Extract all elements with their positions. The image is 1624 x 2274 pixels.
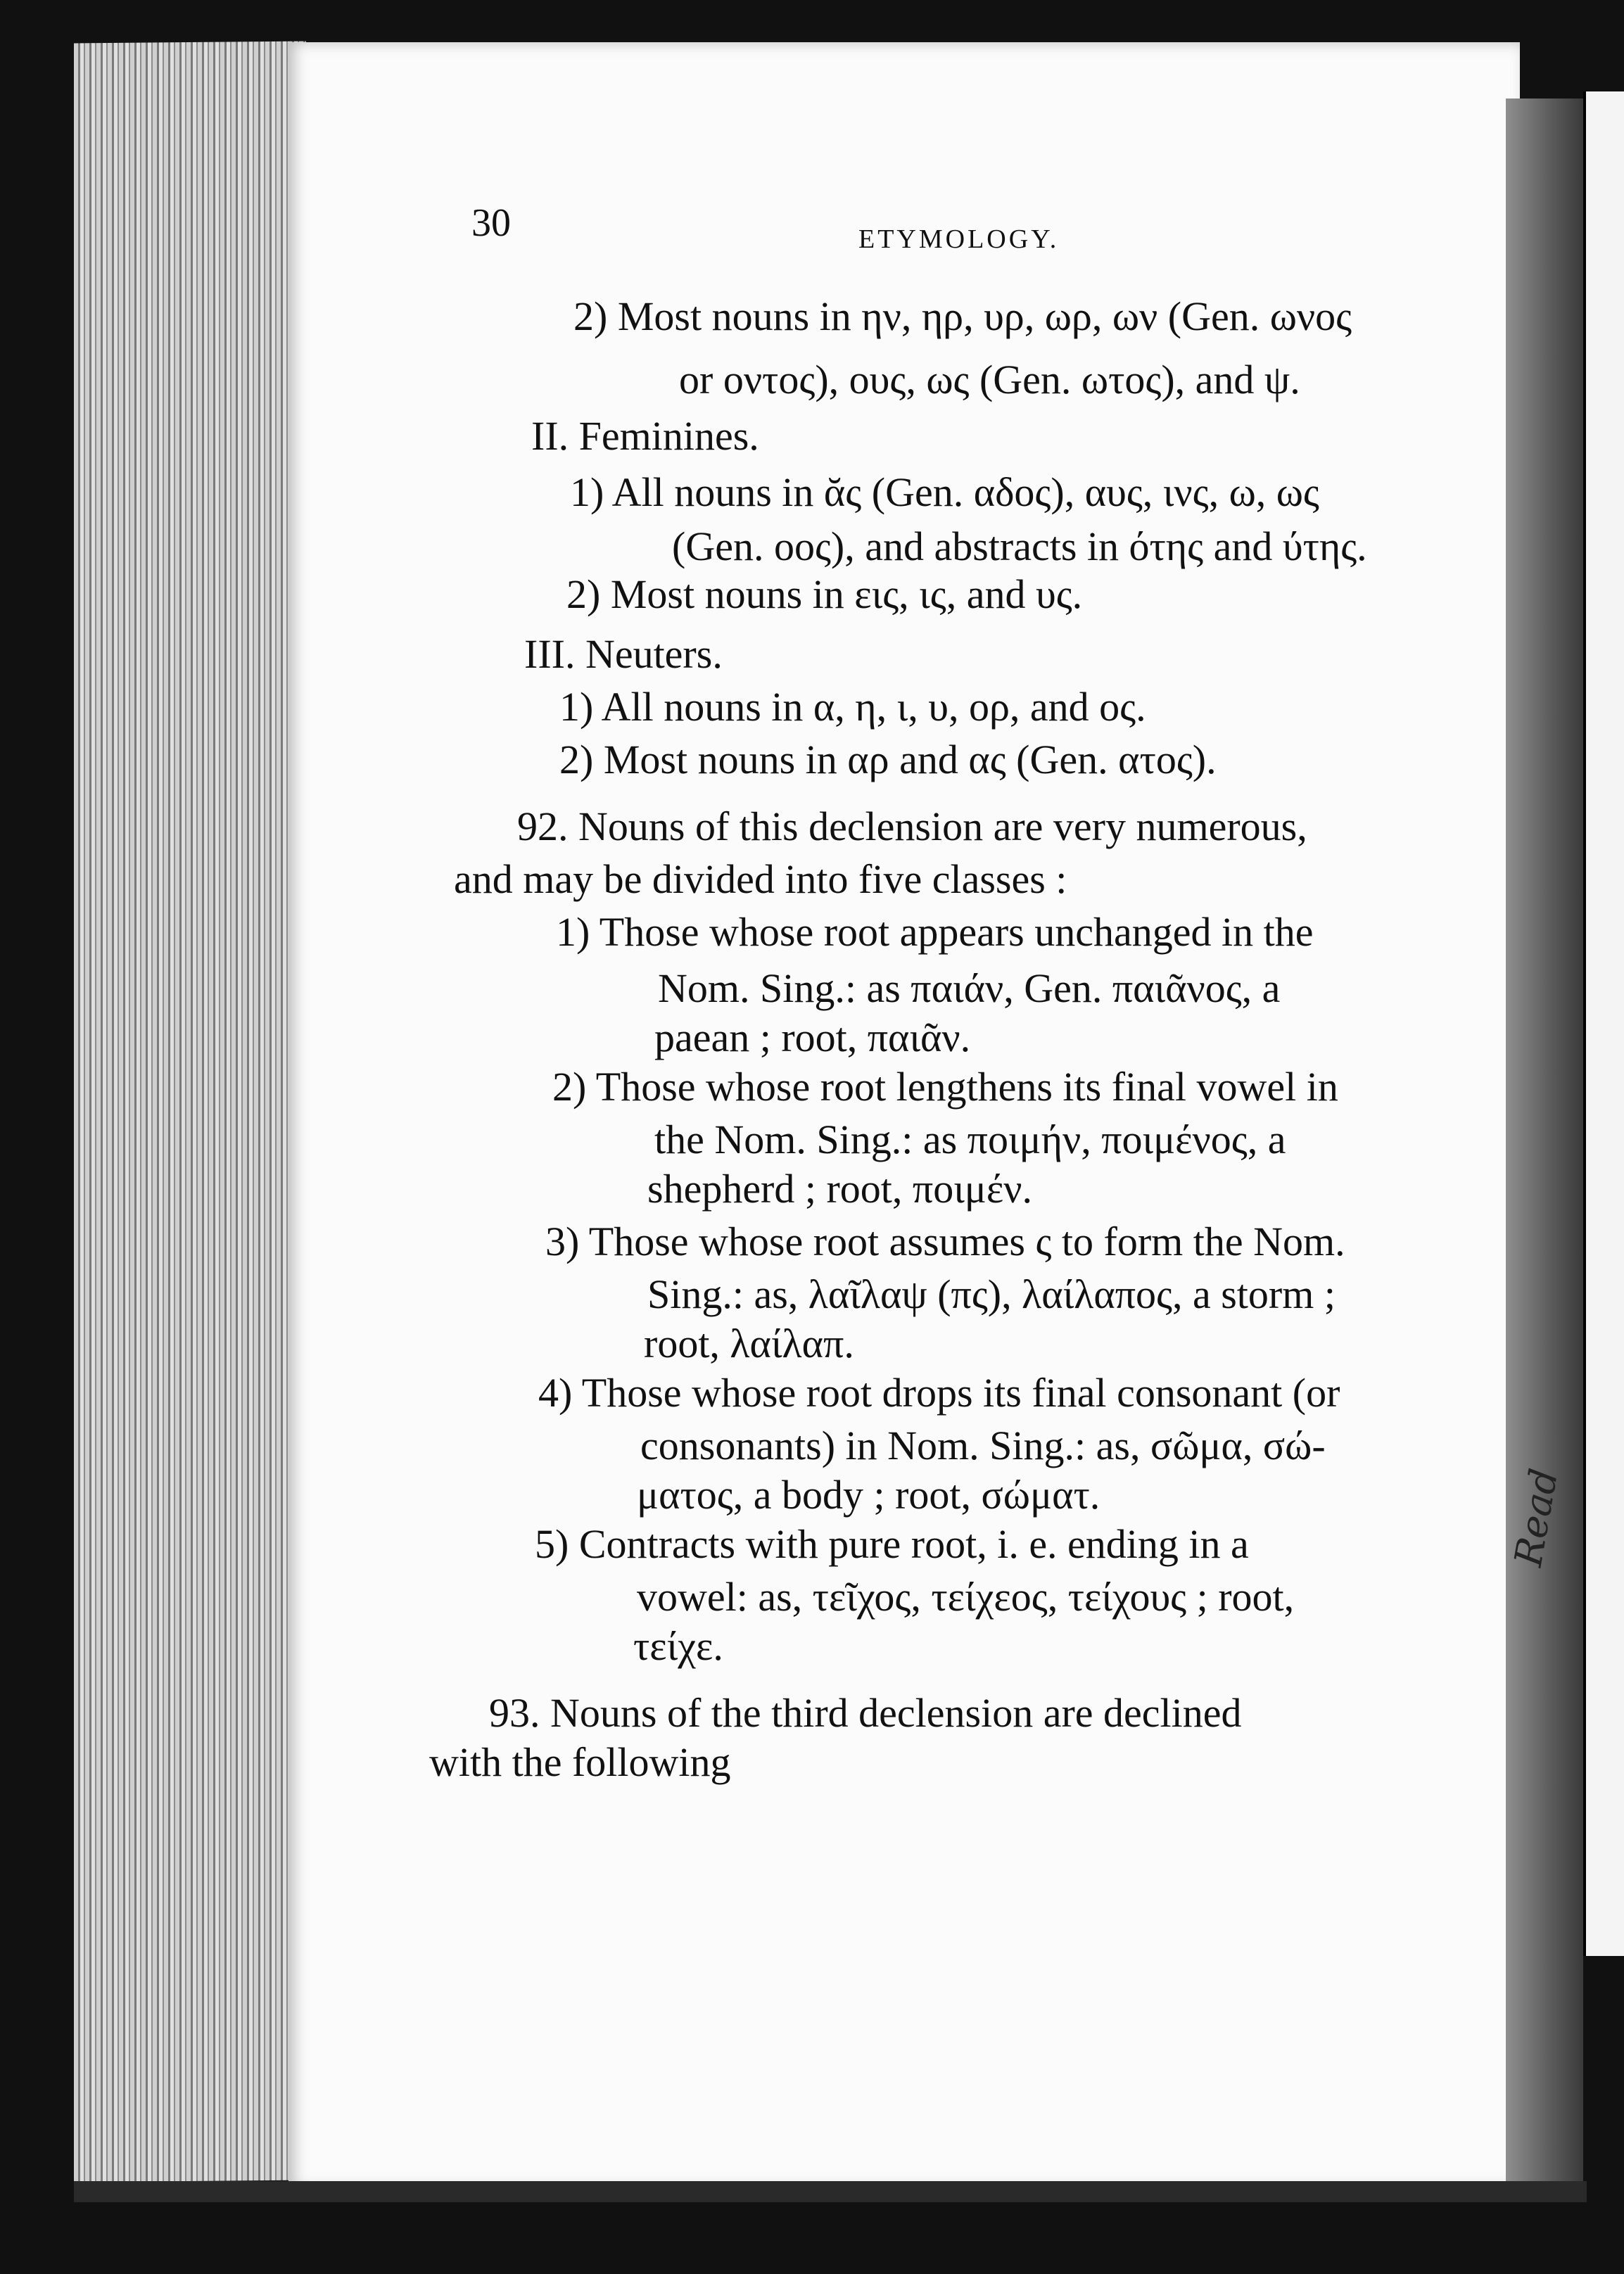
text-line: 93. Nouns of the third declension are declined: [489, 1690, 1242, 1736]
text-line: the Nom. Sing.: as ποιμήν, ποιμένος, a: [654, 1117, 1286, 1162]
running-head: ETYMOLOGY.: [858, 224, 1060, 254]
text-line: or οντος), ους, ως (Gen. ωτος), and ψ.: [679, 357, 1300, 402]
text-line: 4) Those whose root drops its final consonant (or: [538, 1370, 1340, 1416]
text-line: 2) Most nouns in ην, ηρ, υρ, ωρ, ων (Gen. ωνος: [573, 293, 1352, 339]
text-line: 2) Those whose root lengthens its final vowel in: [552, 1064, 1338, 1110]
text-line: Nom. Sing.: as παιάν, Gen. παιᾶνος, a: [658, 965, 1281, 1011]
text-line: (Gen. οος), and abstracts in ότης and ύτης.: [672, 523, 1367, 569]
page-bottom-shadow: [74, 2181, 1587, 2202]
text-line: 3) Those whose root assumes ς to form the Nom.: [545, 1219, 1345, 1264]
next-page-sliver: [1583, 91, 1624, 1956]
text-line: τείχε.: [633, 1623, 723, 1669]
section-heading: III. Neuters.: [524, 631, 723, 677]
text-line: 1) All nouns in ᾰς (Gen. αδος), αυς, ινς, ω, ως: [570, 469, 1319, 515]
handwritten-margin-note: Read: [1506, 1465, 1567, 1570]
text-line: 1) All nouns in α, η, ι, υ, ορ, and ος.: [559, 684, 1146, 730]
section-heading: II. Feminines.: [531, 413, 759, 459]
text-line: and may be divided into five classes :: [454, 856, 1067, 902]
page-number: 30: [471, 201, 511, 245]
text-line: 2) Most nouns in αρ and ας (Gen. ατος).: [559, 737, 1217, 782]
page-edges-left: [74, 42, 306, 2183]
text-line: 5) Contracts with pure root, i. e. ending in a: [535, 1521, 1249, 1567]
text-line: vowel: as, τεῖχος, τείχεος, τείχους ; root,: [637, 1574, 1295, 1620]
text-line: Sing.: as, λαῖλαψ (πς), λαίλαπος, a storm ;: [647, 1271, 1336, 1317]
text-line: with the following: [429, 1739, 731, 1785]
text-line: 92. Nouns of this declension are very numerous,: [517, 803, 1307, 849]
text-line: root, λαίλαπ.: [644, 1321, 854, 1366]
text-line: consonants) in Nom. Sing.: as, σῶμα, σώ-: [640, 1423, 1326, 1468]
text-line: shepherd ; root, ποιμέν.: [647, 1166, 1032, 1212]
text-line: ματος, a body ; root, σώματ.: [637, 1472, 1100, 1518]
text-line: 1) Those whose root appears unchanged in the: [556, 909, 1314, 955]
text-line: paean ; root, παιᾶν.: [654, 1015, 971, 1060]
page-edges-right: [1506, 99, 1583, 2195]
text-line: 2) Most nouns in εις, ις, and υς.: [566, 571, 1083, 617]
